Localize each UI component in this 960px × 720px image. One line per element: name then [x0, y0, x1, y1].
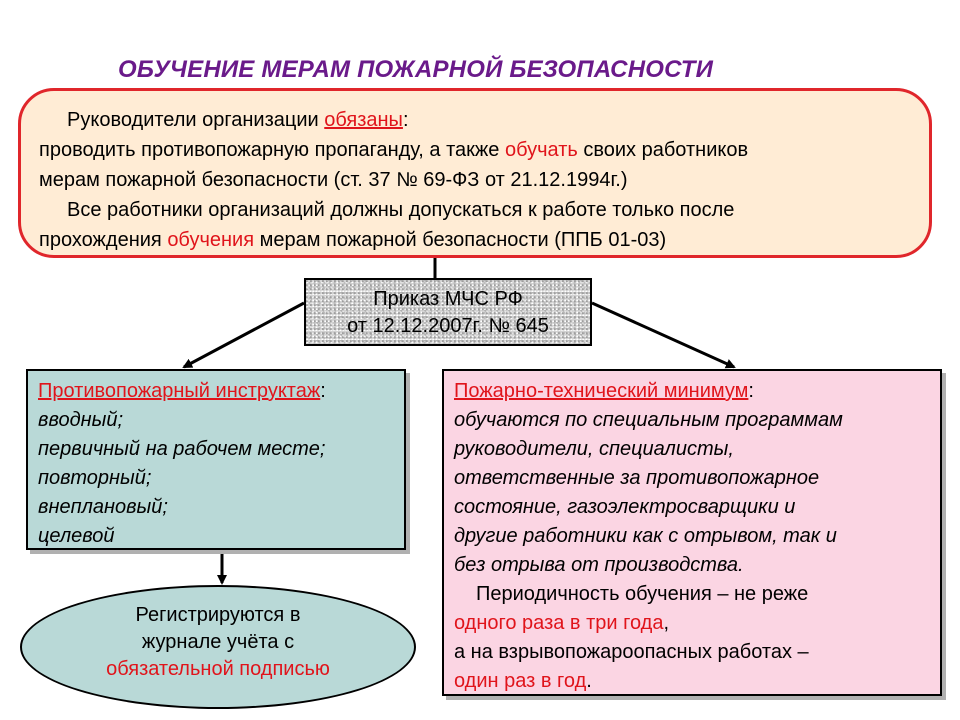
- requirements-line-1-prefix: Руководители организации: [67, 109, 325, 131]
- requirements-line-2-suffix: своих работников: [577, 139, 749, 161]
- fire-minimum-heading-row: [454, 377, 940, 406]
- train-highlight: обучать: [504, 139, 578, 161]
- briefing-item: внеплановый;: [38, 496, 168, 518]
- fire-minimum-box: [442, 369, 942, 696]
- fire-minimum-line: другие работники как с отрывом, так и: [454, 525, 837, 547]
- fire-minimum-line: без отрыва от производства.: [454, 554, 744, 576]
- registration-line-1: Регистрируются в: [135, 604, 301, 626]
- arrow-order-to-right: [592, 303, 734, 367]
- arrow-order-to-left: [184, 303, 304, 367]
- registration-line-3: обязательной подписью: [106, 658, 330, 680]
- fire-minimum-line: состояние, газоэлектросварщики и: [454, 496, 796, 518]
- briefing-item: вводный;: [38, 409, 124, 431]
- page-title: ОБУЧЕНИЕ МЕРАМ ПОЖАРНОЙ БЕЗОПАСНОСТИ: [118, 56, 714, 83]
- mchs-order-box: [304, 278, 592, 346]
- fire-minimum-heading[interactable]: Пожарно-технический минимум: [454, 380, 749, 402]
- briefing-item: первичный на рабочем месте;: [38, 438, 326, 460]
- periodicity-value-row: [454, 609, 940, 638]
- registration-oval: [20, 585, 416, 709]
- briefing-item: целевой: [38, 525, 115, 547]
- blast-hazard-line: а на взрывопожароопасных работах –: [454, 641, 809, 663]
- requirements-line-3: мерам пожарной безопасности (ст. 37 № 69-ФЗ от 21.12.1994г.): [39, 169, 628, 191]
- fire-minimum-line: ответственные за противопожарное: [454, 467, 820, 489]
- training-highlight: обучения: [167, 229, 255, 251]
- obliged-link[interactable]: обязаны: [324, 109, 403, 131]
- registration-line-2: журнале учёта с: [141, 631, 295, 653]
- requirements-line-5-suffix: мерам пожарной безопасности (ППБ 01-03): [254, 229, 667, 251]
- fire-minimum-line: руководители, специалисты,: [454, 438, 734, 460]
- requirements-line-2-prefix: проводить противопожарную пропаганду, а также: [39, 139, 505, 161]
- fire-briefing-heading-suffix: :: [320, 380, 326, 402]
- briefing-item: повторный;: [38, 467, 152, 489]
- order-line-1: Приказ МЧС РФ: [373, 288, 523, 310]
- fire-minimum-heading-suffix: :: [748, 380, 754, 402]
- fire-briefing-heading-row: [38, 377, 404, 406]
- blast-hazard-value-row: [454, 667, 940, 696]
- requirements-line-5-prefix: прохождения: [39, 229, 168, 251]
- order-line-2: от 12.12.2007г. № 645: [347, 315, 549, 337]
- blast-hazard-value: один раз в год: [454, 670, 587, 692]
- requirements-line-4: Все работники организаций должны допускаться к работе только после: [67, 199, 735, 221]
- fire-minimum-line: обучаются по специальным программам: [454, 409, 843, 431]
- periodicity-line: Периодичность обучения – не реже: [476, 583, 809, 605]
- periodicity-value: одного раза в три года: [454, 612, 664, 634]
- fire-briefing-heading[interactable]: Противопожарный инструктаж: [38, 380, 321, 402]
- fire-briefing-box: [26, 369, 406, 550]
- blast-hazard-value-suffix: .: [586, 670, 592, 692]
- requirements-line-1-suffix: :: [402, 109, 409, 131]
- periodicity-value-suffix: ,: [663, 612, 670, 634]
